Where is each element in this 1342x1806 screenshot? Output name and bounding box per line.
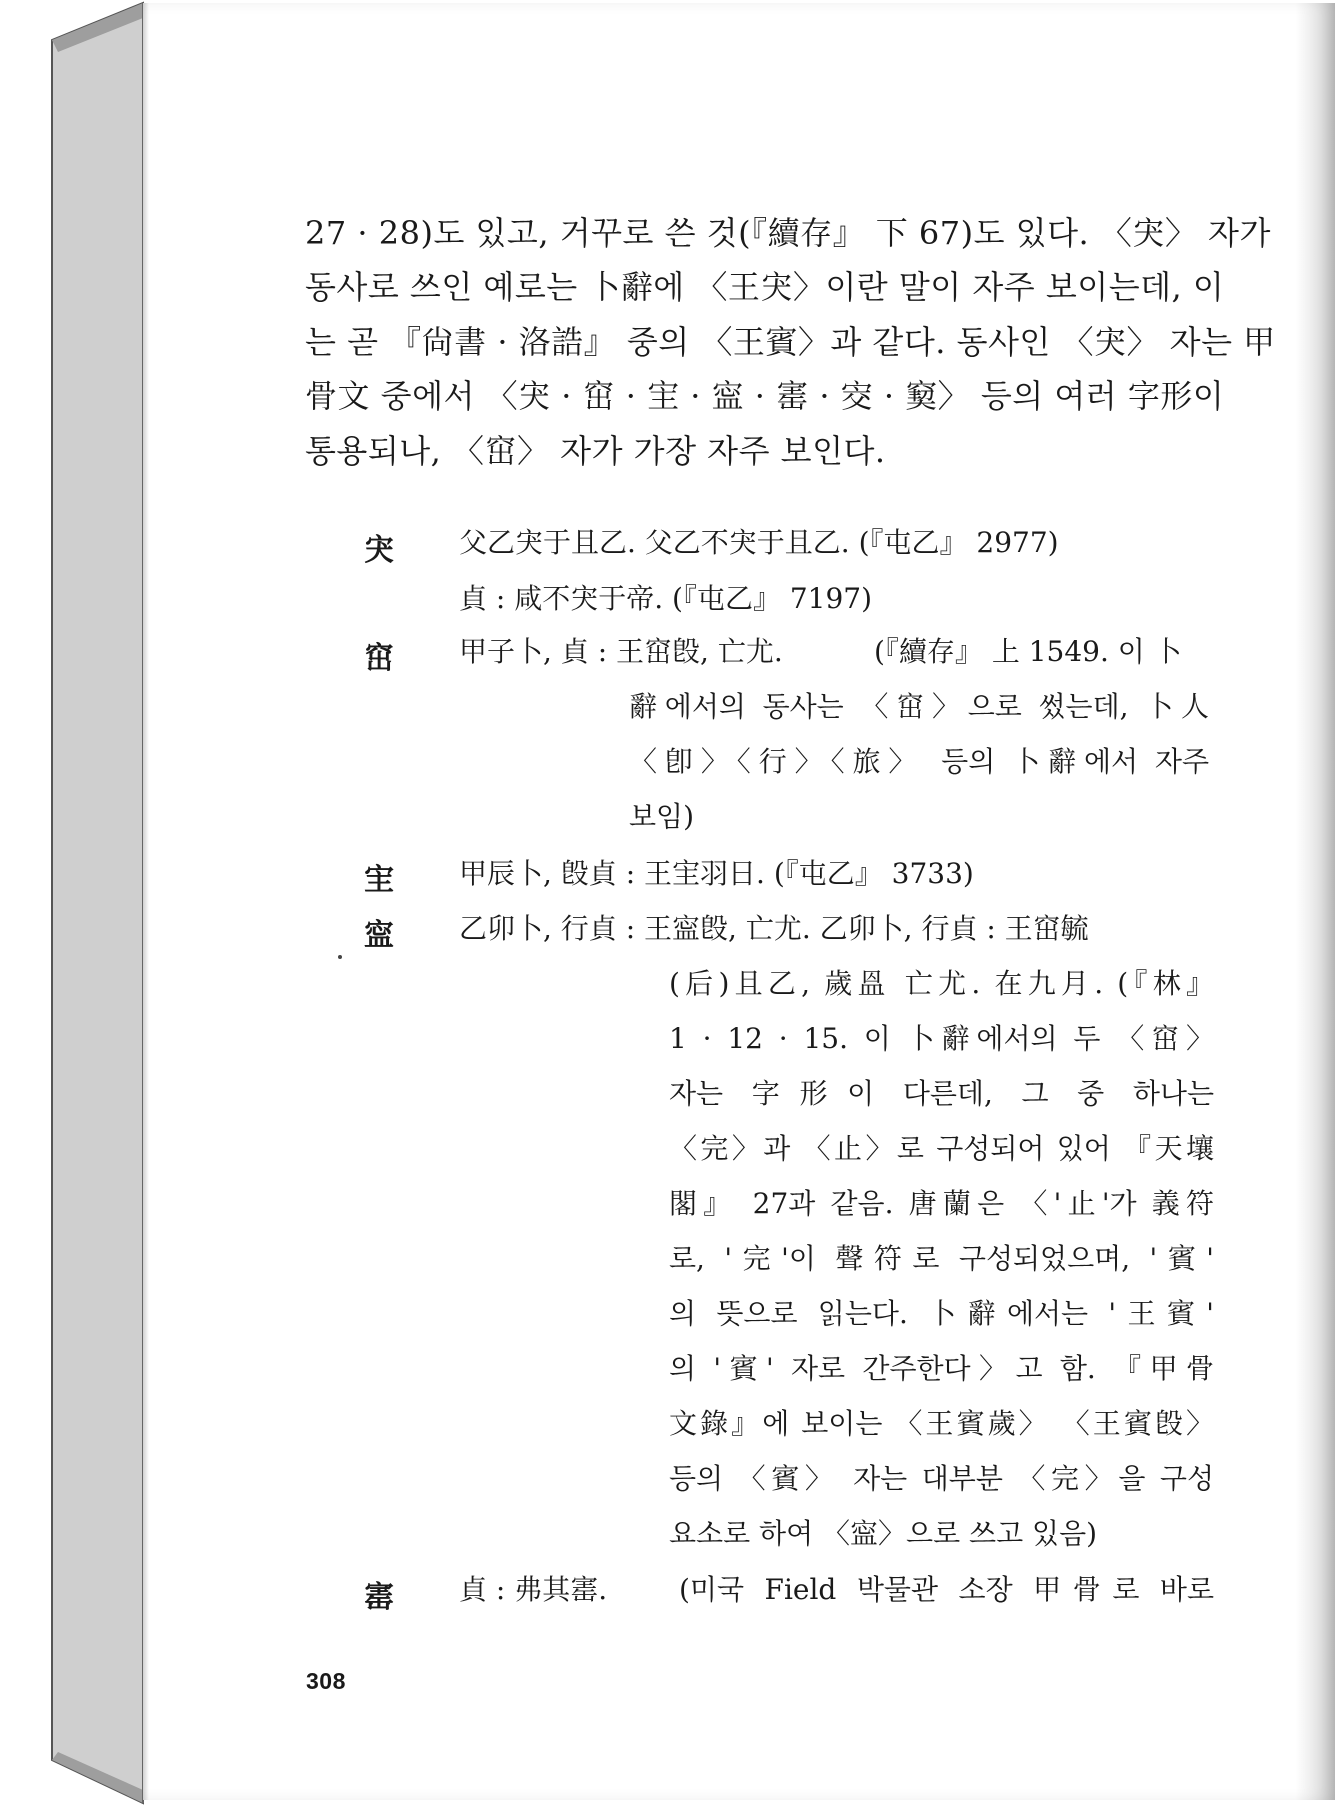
body-paragraph (305, 206, 1276, 478)
entry-note-line: 辭에서의 동사는 〈窋〉으로 썼는데, 卜人 (629, 690, 1209, 723)
entry-note-line: 閣』 27과 같음. 唐蘭은 〈'止'가 義符 (669, 1187, 1214, 1220)
entry-head: 乙卯卜, 行貞 : 王寍𣪘, 亡尤. 乙卯卜, 行貞 : 王窋毓 (459, 912, 1089, 945)
entry-note-line: (后)且乙, 歲𥁕 亡尤. 在九月. (『林』 (669, 967, 1214, 1000)
body-line: 27 · 28)도 있고, 거꾸로 쓴 것(『續存』 下 67)도 있다. 〈宊〉 자가 (305, 214, 1271, 252)
page-number: 308 (306, 1668, 346, 1694)
entry-note-line: (미국 Field 박물관 소장 甲骨로 바로 (679, 1573, 1214, 1606)
ink-speck (338, 955, 342, 959)
entry-character: 窋 (364, 641, 394, 676)
entry-note-line: 文錄』에 보이는 〈王賓歲〉 〈王賓𣪘〉 (669, 1407, 1214, 1440)
entry-note-line: (『續存』 上 1549. 이 卜 (874, 635, 1182, 668)
book-edge (0, 0, 160, 1806)
entry-note-line: 1 · 12 · 15. 이 卜辭에서의 두 〈窋〉 (669, 1022, 1214, 1055)
page-gutter-shade (143, 3, 149, 1800)
entry-note-line: 보임) (629, 800, 695, 833)
entry-character: 寚 (364, 1580, 394, 1615)
entry-note-line: 〈完〉과 〈止〉로 구성되어 있어 『天壤 (669, 1132, 1214, 1165)
entry-line: 貞 : 咸不宊于帝. (『屯乙』 7197) (459, 582, 873, 615)
entry-note-line: 〈卽〉〈行〉〈旅〉 등의 卜辭에서 자주 (629, 745, 1209, 778)
body-line: 동사로 쓰인 예로는 卜辭에 〈王宊〉이란 말이 자주 보이는데, 이 (305, 268, 1225, 307)
entry-character: 宔 (364, 863, 394, 898)
entry-line: 父乙宊于且乙. 父乙不宊于且乙. (『屯乙』 2977) (459, 526, 1059, 559)
entry-head: 甲子卜, 貞 : 王窋𣪘, 亡尤. (459, 635, 783, 668)
body-line: 骨文 중에서 〈宊 · 窋 · 宔 · 寍 · 寚 · 㝔 · 窫〉 등의 여러 字形이 (305, 377, 1225, 416)
entry-note-line: 의 뜻으로 읽는다. 卜辭에서는 '王賓' (669, 1297, 1214, 1330)
entry-character: 宊 (364, 533, 394, 568)
page-edge-shade (1295, 3, 1335, 1800)
body-line: 통용되나, 〈窋〉 자가 가장 자주 보인다. (305, 431, 886, 470)
entry-character: 寍 (364, 918, 394, 953)
entry-line: 甲辰卜, 𣪘貞 : 王宔羽日. (『屯乙』 3733) (459, 857, 974, 890)
body-line: 는 곧 『尙書 · 洛誥』 중의 〈王賓〉과 같다. 동사인 〈宊〉 자는 甲 (305, 322, 1276, 361)
entry-note-line: 로, '完'이 聲符로 구성되었으며, '賓' (669, 1242, 1214, 1275)
entry-head: 貞 : 弗其寚. (459, 1573, 608, 1606)
entry-note-line: 의 '賓' 자로 간주한다〉고 함. 『甲骨 (669, 1352, 1214, 1385)
entry-note-line: 등의 〈賓〉 자는 대부분 〈完〉을 구성 (669, 1462, 1214, 1495)
entry-note-line: 자는 字形이 다른데, 그 중 하나는 (669, 1077, 1214, 1110)
entry-note-line: 요소로 하여 〈寍〉으로 쓰고 있음) (669, 1517, 1098, 1550)
